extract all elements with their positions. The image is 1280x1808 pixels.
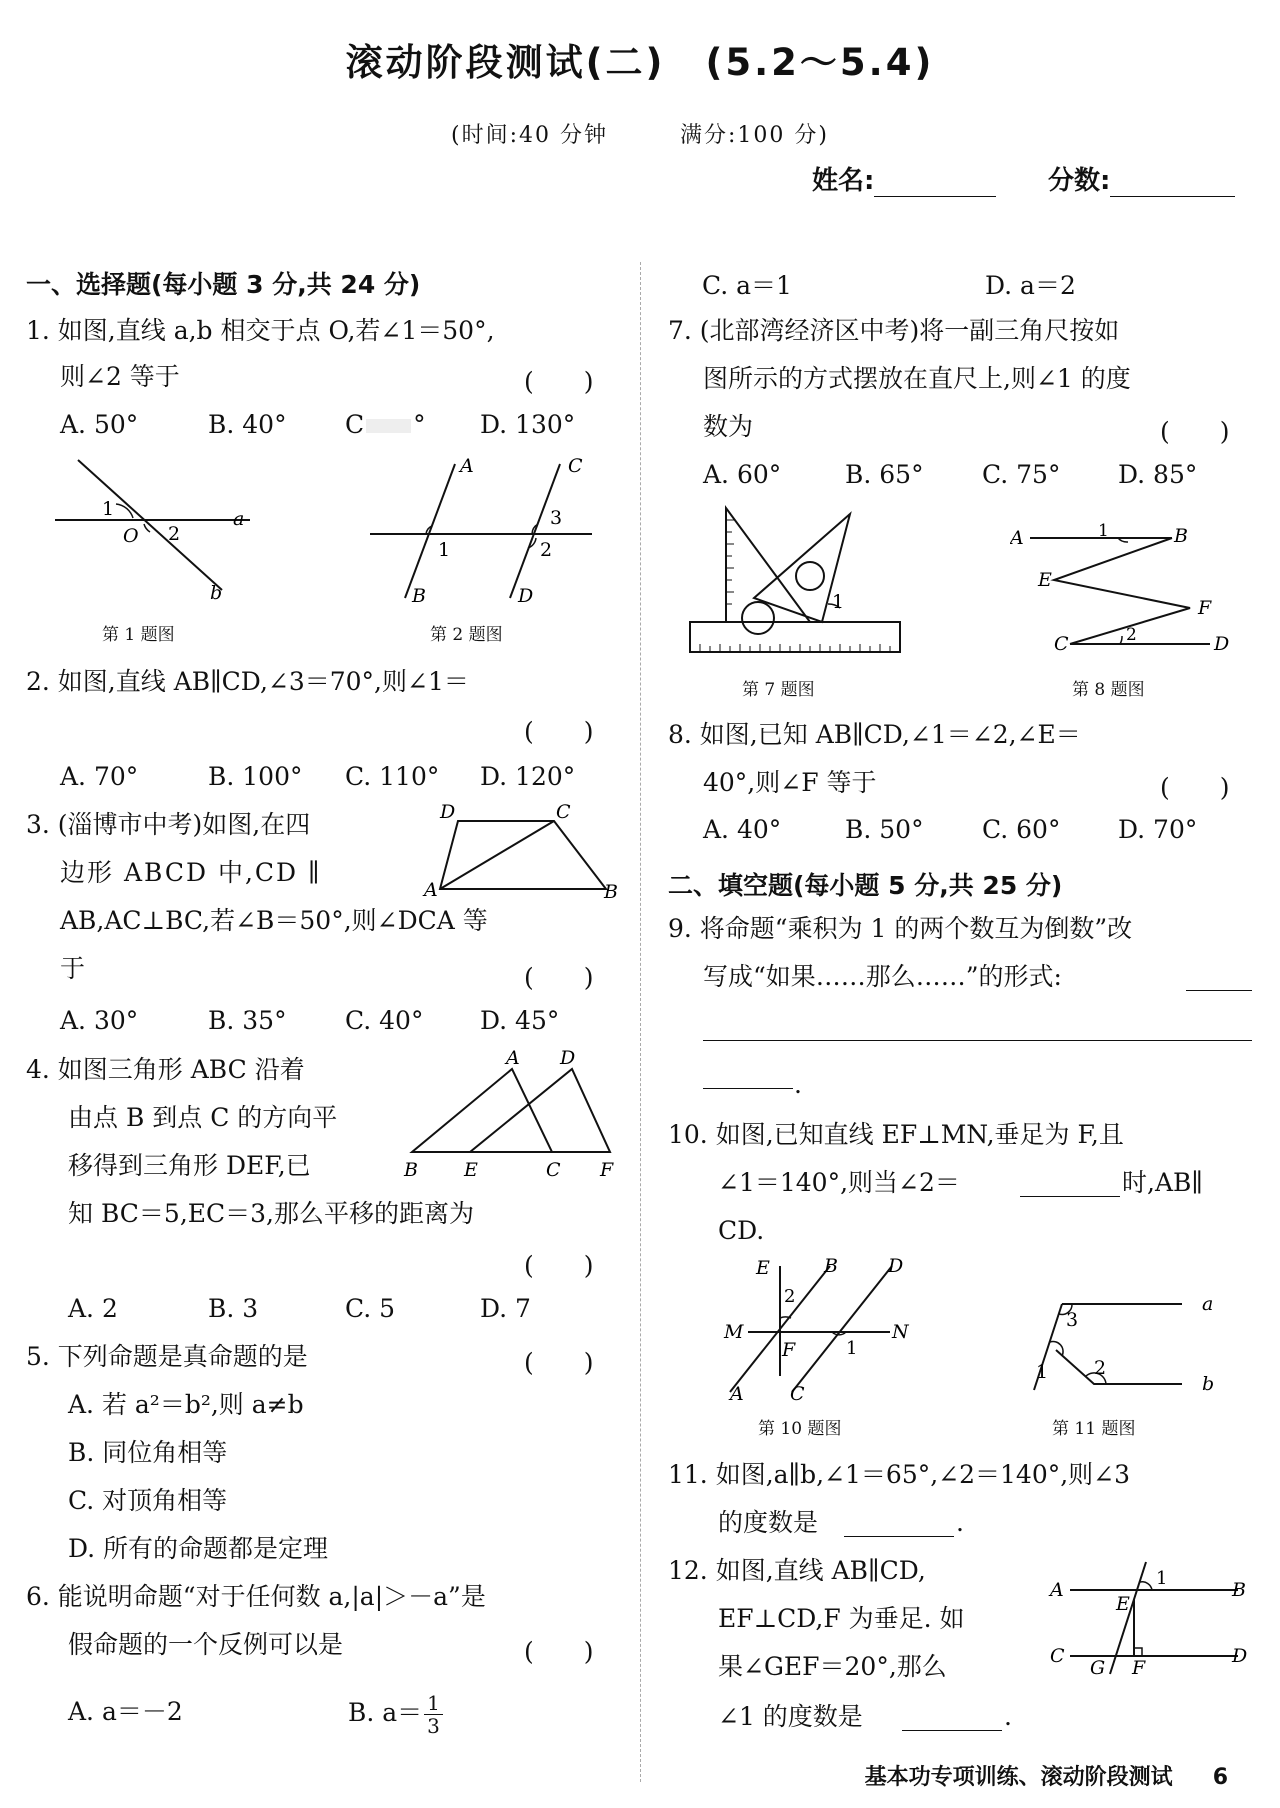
q6-option-b [348,1692,443,1737]
fig4-label-b: B [404,1159,418,1181]
fig8-label-f: F [1198,597,1212,619]
fig7-caption: 第 7 题图 [742,680,815,700]
q12-line3: 果∠GEF＝20°,那么 [718,1652,947,1681]
fig2-label-a: A [460,455,474,477]
q2-answer-paren[interactable]: ( ) [524,717,594,746]
fig12-label-g: G [1090,1657,1106,1676]
q5-option-a: A. 若 a²＝b²,则 a≠b [68,1390,304,1419]
q6-option-b-text: B. a＝ [348,1698,423,1727]
figure-3 [420,800,625,900]
fig8-label-b: B [1174,525,1188,547]
q4-option-c: C. 5 [345,1294,396,1323]
q7-line2: 图所示的方式摆放在直尺上,则∠1 的度 [703,364,1131,393]
q8-line2: 40°,则∠F 等于 [703,768,877,797]
q11-line2: 的度数是 [718,1508,819,1537]
q5-line1: 5. 下列命题是真命题的是 [26,1342,308,1371]
q7-answer-paren[interactable]: ( ) [1160,417,1230,446]
fig4-label-a: A [506,1047,520,1069]
q9-end: . [794,1070,802,1099]
fig12-label-1: 1 [1156,1568,1168,1589]
q4-option-d: D. 7 [480,1294,531,1323]
fig10-label-f: F [782,1339,796,1361]
fig2-caption: 第 2 题图 [430,625,503,645]
fig4-label-e: E [464,1159,478,1181]
q5-option-c: C. 对顶角相等 [68,1486,228,1515]
q8-line1: 8. 如图,已知 AB∥CD,∠1＝∠2,∠E＝ [668,720,1081,749]
score-field[interactable] [1048,160,1235,197]
q7-line1: 7. (北部湾经济区中考)将一副三角尺按如 [668,316,1120,345]
q8-option-b: B. 50° [845,815,924,844]
q8-option-d: D. 70° [1118,815,1198,844]
fig10-label-b: B [824,1255,838,1277]
q9-line2: 写成“如果……那么……”的形式: [703,962,1062,991]
q1-answer-paren[interactable]: ( ) [524,367,594,396]
q3-answer-paren[interactable]: ( ) [524,963,594,992]
fig2-label-d: D [518,585,534,605]
q2-option-a: A. 70° [60,762,139,791]
fig1-caption: 第 1 题图 [102,625,175,645]
q8-answer-paren[interactable]: ( ) [1160,773,1230,802]
fig4-label-c: C [546,1159,561,1181]
q4-line1: 4. 如图三角形 ABC 沿着 [26,1055,305,1084]
figure-1 [40,450,270,600]
page-footer [865,1760,1228,1791]
fig10-caption: 第 10 题图 [758,1419,842,1439]
q4-line4: 知 BC＝5,EC＝3,那么平移的距离为 [68,1199,474,1228]
q1-option-c-letter: C [345,410,365,439]
q6-line1: 6. 能说明命题“对于任何数 a,|a|＞－a”是 [26,1582,486,1611]
q10-line3: CD. [718,1216,765,1245]
fig1-label-b: b [210,582,223,600]
q9-line1: 9. 将命题“乘积为 1 的两个数互为倒数”改 [668,914,1133,943]
fig8-label-2: 2 [1126,625,1137,645]
section1-heading: 一、选择题(每小题 3 分,共 24 分) [26,270,421,299]
figure-10 [720,1252,920,1402]
section2-heading: 二、填空题(每小题 5 分,共 25 分) [668,871,1063,900]
fig3-label-c: C [556,801,571,823]
q9-blank-1[interactable] [1186,990,1252,991]
q1-line2: 则∠2 等于 [60,362,180,391]
q12-line2: EF⊥CD,F 为垂足. 如 [718,1604,965,1633]
fig10-label-m: M [724,1321,744,1343]
q1-option-c-degree: ° [413,410,426,439]
fig11-label-2: 2 [1094,1357,1107,1379]
q1-line1: 1. 如图,直线 a,b 相交于点 O,若∠1＝50°, [26,316,495,345]
q12-line4: ∠1 的度数是 [718,1702,863,1731]
q4-option-a: A. 2 [68,1294,118,1323]
fig10-label-c: C [790,1383,805,1402]
figure-4 [400,1042,625,1182]
figure-12 [1048,1556,1248,1676]
q5-option-d: D. 所有的命题都是定理 [68,1534,329,1563]
fig2-label-c: C [568,455,583,477]
q6-option-c: C. a＝1 [702,271,792,300]
fig12-label-e: E [1116,1593,1130,1615]
fig12-label-a: A [1050,1579,1064,1601]
figure-8 [1010,520,1235,660]
q10-blank[interactable] [1020,1196,1120,1197]
fig4-label-d: D [560,1047,576,1069]
figure-7 [682,500,907,660]
q1-option-b: B. 40° [208,410,287,439]
name-label: 姓名: [812,166,875,196]
fig10-label-e: E [756,1257,770,1279]
fig3-label-b: B [604,881,618,900]
redacted-block [366,419,411,433]
fig1-label-2: 2 [168,523,181,545]
fig7-label-1: 1 [832,591,845,613]
fig2-label-1: 1 [438,539,451,561]
fraction [424,1692,443,1737]
q7-option-c: C. 75° [982,460,1061,489]
name-field[interactable] [812,160,996,197]
fig3-label-d: D [440,801,456,823]
fig11-label-b: b [1202,1373,1215,1395]
q4-answer-paren[interactable]: ( ) [524,1251,594,1280]
fig1-label-o: O [123,525,139,547]
fig11-label-1: 1 [1036,1361,1049,1383]
q3-option-d: D. 45° [480,1006,560,1035]
fig8-label-a: A [1010,527,1024,549]
fig10-label-2: 2 [784,1286,796,1307]
q3-line3: AB,AC⊥BC,若∠B＝50°,则∠DCA 等 [60,906,488,935]
fig1-label-a: a [233,508,245,530]
q6-option-d: D. a＝2 [985,271,1076,300]
q12-blank[interactable] [902,1730,1002,1731]
fraction-denominator: 3 [427,1714,440,1738]
q3-option-a: A. 30° [60,1006,139,1035]
fig10-label-1: 1 [846,1338,858,1359]
q3-option-b: B. 35° [208,1006,287,1035]
fig10-label-d: D [888,1255,904,1277]
fig12-label-f: F [1132,1657,1146,1676]
fig8-label-d: D [1214,633,1230,655]
fraction-numerator: 1 [424,1692,443,1715]
exam-info: (时间:40 分钟 满分:100 分) [451,123,829,148]
fig12-label-c: C [1050,1645,1065,1667]
q2-option-c: C. 110° [345,762,440,791]
q12-line1: 12. 如图,直线 AB∥CD, [668,1556,926,1585]
q11-end: . [956,1508,964,1537]
q1-option-c [345,410,426,439]
q2-option-b: B. 100° [208,762,303,791]
q8-option-c: C. 60° [982,815,1061,844]
q1-option-d: D. 130° [480,410,576,439]
q5-answer-paren[interactable]: ( ) [524,1348,594,1377]
fig1-label-1: 1 [102,498,115,520]
name-blank[interactable] [874,168,996,197]
q7-option-b: B. 65° [845,460,924,489]
q12-end: . [1004,1702,1012,1731]
fig11-label-a: a [1202,1293,1214,1315]
score-blank[interactable] [1110,168,1235,197]
q3-line2: 边形 ABCD 中,CD ∥ [60,858,322,887]
q10-line2-end: 时,AB∥ [1122,1168,1203,1197]
q2-option-d: D. 120° [480,762,576,791]
q7-option-d: D. 85° [1118,460,1198,489]
q10-line1: 10. 如图,已知直线 EF⊥MN,垂足为 F,且 [668,1120,1124,1149]
page-number: 6 [1212,1765,1228,1790]
figure-11 [1022,1290,1242,1400]
fig11-label-3: 3 [1066,1309,1079,1331]
q11-blank[interactable] [844,1536,954,1537]
fig11-caption: 第 11 题图 [1052,1419,1136,1439]
score-label: 分数: [1048,166,1111,196]
q3-option-c: C. 40° [345,1006,424,1035]
fig12-label-b: B [1232,1579,1246,1601]
column-divider [640,262,641,1782]
q4-line2: 由点 B 到点 C 的方向平 [68,1103,338,1132]
fig2-label-3: 3 [550,507,563,529]
footer-text: 基本功专项训练、滚动阶段测试 [864,1765,1173,1790]
q1-option-a: A. 50° [60,410,139,439]
fig8-label-1: 1 [1098,521,1109,541]
ruler-ticks [700,644,890,652]
fig12-label-d: D [1232,1645,1248,1667]
q11-line1: 11. 如图,a∥b,∠1＝65°,∠2＝140°,则∠3 [668,1460,1131,1489]
fig8-label-e: E [1038,569,1052,591]
fig8-label-c: C [1054,633,1069,655]
q8-option-a: A. 40° [703,815,782,844]
q10-line2: ∠1＝140°,则当∠2＝ [718,1168,960,1197]
q7-option-a: A. 60° [703,460,782,489]
q3-line4: 于 [60,954,86,983]
fig10-label-a: A [730,1383,744,1402]
q4-option-b: B. 3 [208,1294,259,1323]
q6-option-a: A. a＝－2 [68,1697,183,1726]
q9-blank-3[interactable] [703,1088,793,1089]
q6-answer-paren[interactable]: ( ) [524,1637,594,1666]
q9-blank-2[interactable] [703,1040,1252,1041]
q7-line3: 数为 [703,412,754,441]
fig8-caption: 第 8 题图 [1072,680,1145,700]
fig2-label-b: B [412,585,426,605]
figure-2 [360,450,600,605]
q5-option-b: B. 同位角相等 [68,1438,228,1467]
fig10-label-n: N [892,1321,909,1343]
fig3-label-a: A [424,879,438,900]
q3-line1: 3. (淄博市中考)如图,在四 [26,810,311,839]
q6-line2: 假命题的一个反例可以是 [68,1630,344,1659]
page-title: 滚动阶段测试(二) (5.2～5.4) [345,41,935,84]
q2-line1: 2. 如图,直线 AB∥CD,∠3＝70°,则∠1＝ [26,667,469,696]
fig4-label-f: F [600,1159,614,1181]
fig2-label-2: 2 [540,539,553,561]
q4-line3: 移得到三角形 DEF,已 [68,1151,311,1180]
